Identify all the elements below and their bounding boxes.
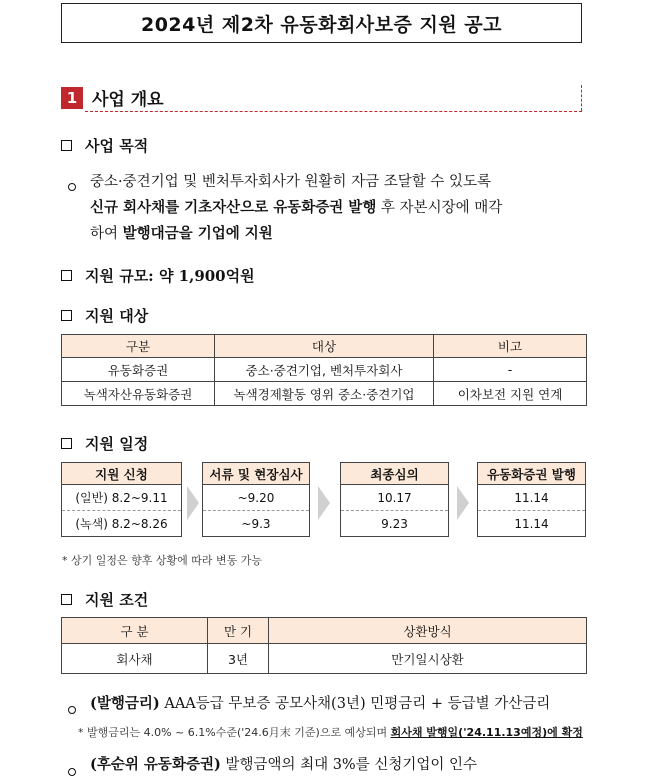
subordinate-bullet (90, 753, 477, 774)
table-cell: 녹색경제활동 영위 중소·중견기업 (215, 382, 434, 406)
target-table-header (62, 335, 587, 358)
rate-note-emphasis: 회사채 발행일('24.11.13예정)에 확정 (390, 726, 583, 739)
purpose-line-3 (90, 221, 590, 247)
title-box (61, 3, 582, 43)
schedule-step-final (340, 462, 449, 537)
conditions-table-header (62, 618, 587, 644)
schedule-date: ~9.3 (203, 510, 309, 536)
rate-bullet-label: (발행금리) (90, 695, 160, 712)
rate-note (78, 724, 583, 740)
purpose-heading-text: 사업 목적 (85, 137, 149, 155)
purpose-paragraph (90, 169, 590, 247)
schedule-step-title: 서류 및 현장심사 (202, 462, 310, 485)
checkbox-icon (61, 438, 72, 449)
section-number: 1 (61, 87, 83, 109)
schedule-step-body (477, 485, 586, 537)
conditions-col-repayment: 상환방식 (269, 618, 587, 644)
page-title: 2024년 제2차 유동화회사보증 지원 공고 (140, 13, 503, 36)
schedule-date: 9.23 (341, 510, 448, 536)
target-heading (61, 305, 148, 326)
checkbox-icon (61, 594, 72, 605)
section-underline (85, 111, 582, 112)
section-divider (581, 85, 582, 111)
schedule-date: (일반) 8.2~9.11 (75, 491, 168, 505)
table-cell: 이차보전 지원 연계 (434, 382, 587, 406)
checkbox-icon (61, 270, 72, 281)
subordinate-bullet-label: (후순위 유동화증권) (90, 756, 221, 773)
schedule-step-issue (477, 462, 586, 537)
purpose-line-2-bold: 신규 회사채를 기초자산으로 유동화증권 발행 (90, 199, 377, 216)
arrow-right-icon (187, 486, 199, 520)
schedule-date: (녹색) 8.2~8.26 (62, 510, 181, 536)
arrow-right-icon (318, 486, 330, 520)
table-cell: 중소·중견기업, 벤처투자회사 (215, 358, 434, 382)
schedule-date: 11.14 (514, 490, 549, 505)
table-row (62, 382, 587, 406)
schedule-date: 11.14 (478, 510, 585, 536)
rate-bullet (90, 692, 550, 713)
table-cell: 회사채 (62, 644, 208, 674)
schedule-step-title: 최종심의 (340, 462, 449, 485)
rate-bullet-text: AAA등급 무보증 공모사채(3년) 민평금리 + 등급별 가산금리 (159, 696, 551, 712)
schedule-step-title: 지원 신청 (61, 462, 182, 485)
table-row (62, 358, 587, 382)
bullet-circle-icon (68, 761, 76, 780)
scale-heading-text: 지원 규모: 약 1,900억원 (85, 267, 255, 285)
conditions-heading (61, 589, 148, 610)
purpose-line-1: 중소·중견기업 및 벤처투자회사가 원활히 자금 조달할 수 있도록 (90, 174, 492, 190)
rate-note-text: * 발행금리는 4.0% ~ 6.1%수준('24.6月末 기준)으로 예상되며 (78, 726, 391, 739)
table-cell: 유동화증권 (62, 358, 215, 382)
conditions-col-type: 구 분 (62, 618, 208, 644)
table-row (62, 644, 587, 674)
schedule-step-title: 유동화증권 발행 (477, 462, 586, 485)
purpose-line-2-rest: 후 자본시장에 매각 (376, 200, 503, 216)
conditions-col-maturity: 만 기 (208, 618, 269, 644)
schedule-heading (61, 433, 148, 454)
purpose-line-3-bold: 발행대금을 기업에 지원 (122, 225, 273, 242)
checkbox-icon (61, 140, 72, 151)
schedule-step-review (202, 462, 310, 537)
section-title: 사업 개요 (92, 90, 164, 110)
conditions-table (61, 617, 587, 674)
purpose-line-2 (90, 195, 590, 221)
target-table (61, 334, 587, 406)
bullet-circle-icon (68, 699, 76, 718)
bullet-circle-icon (68, 176, 76, 195)
schedule-date: ~9.20 (237, 490, 275, 505)
purpose-heading (61, 135, 148, 156)
conditions-heading-text: 지원 조건 (85, 591, 149, 609)
subordinate-bullet-text: 발행금액의 최대 3%를 신청기업이 인수 (220, 757, 477, 773)
scale-heading (61, 265, 255, 286)
schedule-step-body (61, 485, 182, 537)
schedule-date: 10.17 (377, 490, 412, 505)
target-col-note: 비고 (434, 335, 587, 358)
schedule-step-body (202, 485, 310, 537)
schedule-heading-text: 지원 일정 (85, 435, 149, 453)
schedule-step-body (340, 485, 449, 537)
checkbox-icon (61, 310, 72, 321)
arrow-right-icon (457, 486, 469, 520)
schedule-step-apply (61, 462, 182, 537)
table-cell: - (434, 358, 587, 382)
table-cell: 3년 (208, 644, 269, 674)
purpose-line-3-a: 하여 (90, 226, 123, 242)
target-col-target: 대상 (215, 335, 434, 358)
target-col-category: 구분 (62, 335, 215, 358)
target-heading-text: 지원 대상 (85, 307, 149, 325)
table-cell: 만기일시상환 (269, 644, 587, 674)
schedule-note: * 상기 일정은 향후 상황에 따라 변동 가능 (62, 554, 262, 567)
table-cell: 녹색자산유동화증권 (62, 382, 215, 406)
